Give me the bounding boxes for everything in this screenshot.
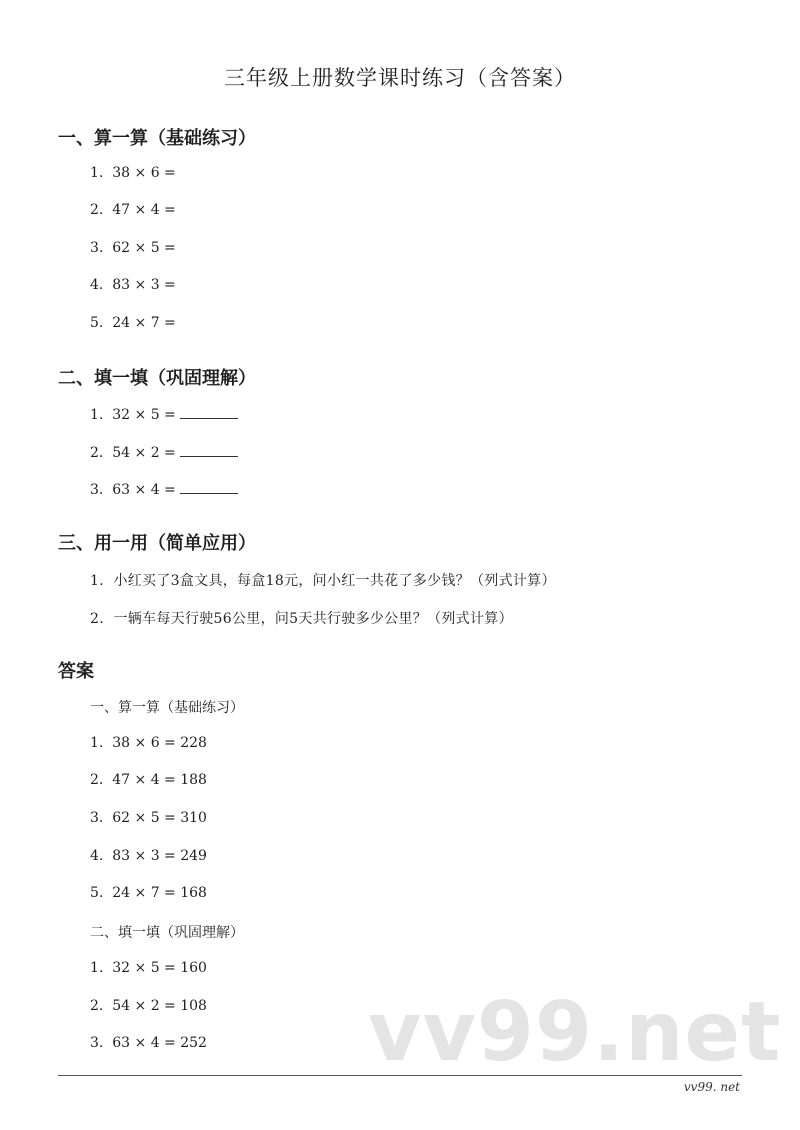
answers-heading: 答案 — [58, 661, 94, 682]
section2-heading: 二、填一填（巩固理解） — [58, 368, 256, 389]
section1-item-2: 2. 47 × 4 = — [90, 202, 176, 218]
section2-item-1-text: 1. 32 × 5 = — [90, 407, 176, 423]
answer2-item-1: 1. 32 × 5 = 160 — [90, 960, 207, 976]
section2-item-3-text: 3. 63 × 4 = — [90, 482, 176, 498]
footer-divider — [58, 1075, 742, 1076]
answers-sub2: 二、填一填（巩固理解） — [90, 925, 244, 941]
section3-item-2: 2. 一辆车每天行驶56公里，问5天共行驶多少公里？（列式计算） — [90, 611, 513, 627]
answer1-item-2: 2. 47 × 4 = 188 — [90, 772, 207, 788]
section1-heading: 一、算一算（基础练习） — [58, 128, 256, 149]
answers-sub1: 一、算一算（基础练习） — [90, 700, 244, 716]
watermark: vv99.net — [368, 985, 782, 1080]
answer-blank — [180, 443, 238, 457]
answer-blank — [180, 405, 238, 419]
answer2-item-3: 3. 63 × 4 = 252 — [90, 1035, 207, 1051]
section1-item-4: 4. 83 × 3 = — [90, 277, 176, 293]
answer1-item-4: 4. 83 × 3 = 249 — [90, 848, 207, 864]
section1-item-1: 1. 38 × 6 = — [90, 165, 176, 181]
section3-heading: 三、用一用（简单应用） — [58, 533, 256, 554]
section1-item-3: 3. 62 × 5 = — [90, 240, 176, 256]
section1-item-5: 5. 24 × 7 = — [90, 315, 176, 331]
page-title: 三年级上册数学课时练习（含答案） — [224, 66, 576, 90]
answer1-item-3: 3. 62 × 5 = 310 — [90, 810, 207, 826]
answer1-item-5: 5. 24 × 7 = 168 — [90, 885, 207, 901]
section2-item-3 — [90, 480, 238, 498]
answer-blank — [180, 480, 238, 494]
section2-item-2-text: 2. 54 × 2 = — [90, 445, 176, 461]
answer1-item-1: 1. 38 × 6 = 228 — [90, 735, 207, 751]
section3-item-1: 1. 小红买了3盒文具，每盒18元，问小红一共花了多少钱？（列式计算） — [90, 573, 556, 589]
footer-site: vv99. net — [683, 1080, 740, 1094]
section2-item-1 — [90, 405, 238, 423]
section2-item-2 — [90, 443, 238, 461]
answer2-item-2: 2. 54 × 2 = 108 — [90, 998, 207, 1014]
